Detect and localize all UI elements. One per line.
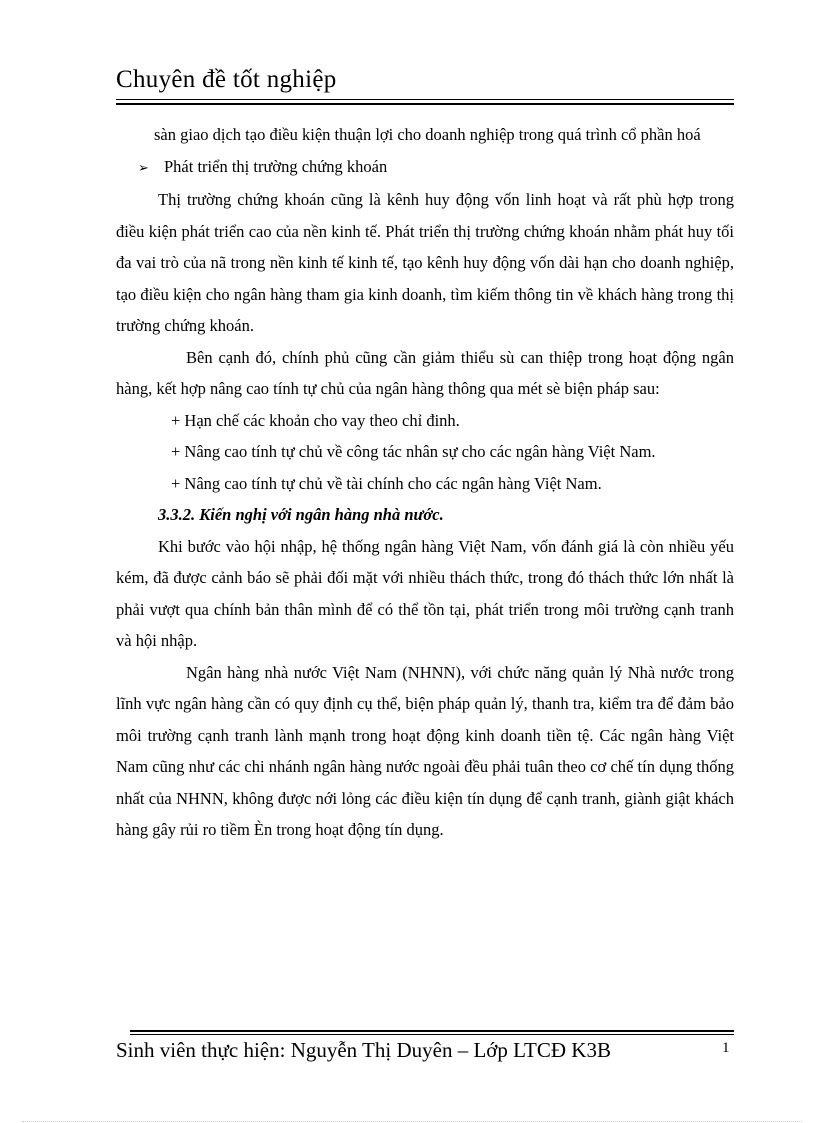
document-body bbox=[116, 119, 734, 846]
footer-rule-thick bbox=[130, 1030, 734, 1032]
section-heading: 3.3.2. Kiến nghị với ngân hàng nhà nước. bbox=[158, 505, 444, 524]
page-bottom-dotted-line bbox=[22, 1121, 802, 1122]
bullet-item bbox=[116, 151, 734, 185]
paragraph-3: Bên cạnh đó, chính phủ cũng cần giảm thiểu sù can thiệp trong hoạt động ngân hàng, kết hợp nâng cao tính tự chủ của ngân hàng thông qua mét sè biện pháp sau: bbox=[116, 347, 734, 398]
paragraph-2: Thị trường chứng khoán cũng là kênh huy động vốn linh hoạt và rất phù hợp trong điều kiện phát triển cao của nền kinh tế. Phát triển thị trường chứng khoán nhằm phát huy tối đa vai trò của nã trong nền kinh tế kinh tế, tạo kênh huy động vốn dài hạn cho doanh nghiệp, tạo điều kiện cho ngân hàng tham gia kinh doanh, tìm kiếm thông tin về khách hàng trong thị trường chứng khoán. bbox=[116, 190, 734, 335]
list-item-3: + Nâng cao tính tự chủ về tài chính cho các ngân hàng Việt Nam. bbox=[171, 473, 602, 493]
list-item-2: + Nâng cao tính tự chủ về công tác nhân sự cho các ngân hàng Việt Nam. bbox=[171, 442, 656, 461]
page-number: 1 bbox=[722, 1040, 730, 1056]
paragraph-5: Ngân hàng nhà nước Việt Nam (NHNN), với chức năng quản lý Nhà nước trong lĩnh vực ngân hàng cần có quy định cụ thể, biện pháp quản lý, thanh tra, kiểm tra để đảm bảo môi trường cạnh tranh lành mạnh trong hoạt động kinh doanh tiền tệ. Các ngân hàng Việt Nam cũng như các chi nhánh ngân hàng nước ngoài đều phải tuân theo cơ chế tín dụng thống nhất của NHNN, không được nới lỏng các điều kiện tín dụng để cạnh tranh, giành giật khách hàng gây rủi ro tiềm Èn trong hoạt động tín dụng. bbox=[116, 662, 734, 839]
footer-rule-thin bbox=[130, 1034, 734, 1035]
header-rule-thick bbox=[116, 103, 734, 105]
bullet-text: Phát triển thị trường chứng khoán bbox=[164, 156, 388, 176]
header-rule-thin bbox=[116, 99, 734, 100]
footer-author: Sinh viên thực hiện: Nguyễn Thị Duyên – Lớp LTCĐ K3B bbox=[116, 1038, 611, 1062]
document-header-title: Chuyên đề tốt nghiệp bbox=[116, 66, 337, 93]
list-item-1: + Hạn chế các khoản cho vay theo chỉ đinh. bbox=[171, 410, 460, 430]
paragraph-4: Khi bước vào hội nhập, hệ thống ngân hàng Việt Nam, vốn đánh giá là còn nhiều yếu kém, đã được cảnh báo sẽ phải đối mặt với nhiều thách thức, trong đó thách thức lớn nhất là phải vượt qua chính bản thân mình để có thể tồn tại, phát triển trong môi trường cạnh tranh và hội nhập. bbox=[116, 536, 734, 650]
arrow-bullet-icon: ➢ bbox=[138, 160, 149, 176]
paragraph-1: sàn giao dịch tạo điều kiện thuận lợi cho doanh nghiệp trong quá trình cổ phần hoá bbox=[154, 125, 701, 144]
